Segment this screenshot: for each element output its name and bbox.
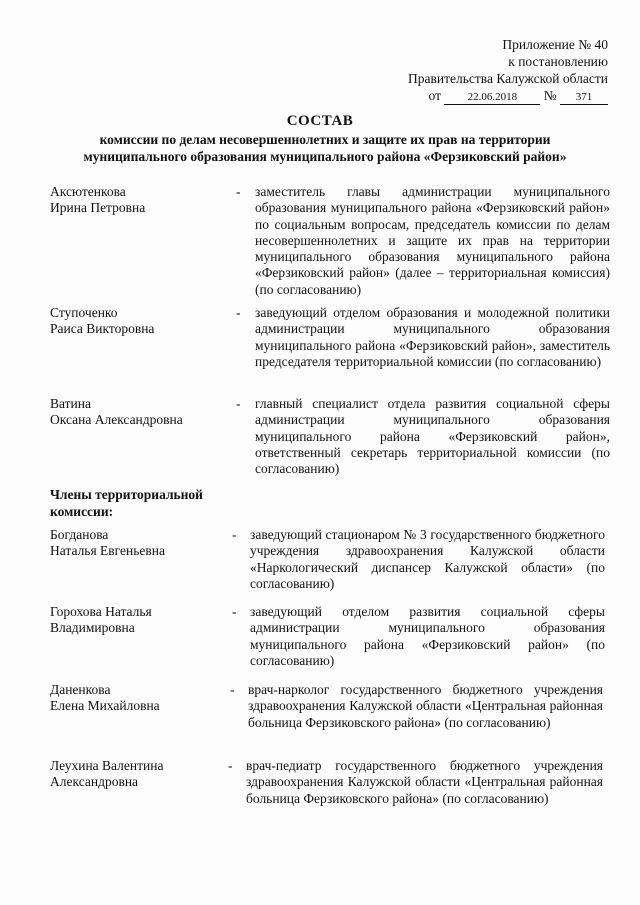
member-role: главный специалист отдела развития социальной сферы администрации муниципального образования муниципального района «Ферзиковский район», ответственный секретарь территориальной комиссии (по согласованию) <box>255 396 610 477</box>
member-name-line1: Аксютенкова <box>50 184 126 199</box>
number-label: № <box>543 88 557 103</box>
member-name-line2: Елена Михайловна <box>50 698 160 713</box>
resolution-date: 22.06.2018 <box>444 91 540 105</box>
member-name <box>50 682 225 714</box>
member-name <box>50 758 225 790</box>
member-role: заместитель главы администрации муниципального образования муниципального района «Ферзиковский район» по социальным вопросам, председатель комиссии по делам несовершеннолетних и защите их прав на территории муниципального образования муниципального района «Ферзиковский район» (далее – территориальная комиссия) (по согласованию) <box>255 184 610 297</box>
member-name <box>50 305 225 337</box>
member-name <box>50 184 225 216</box>
member-role: заведующий стационаром № 3 государственного бюджетного учреждения здравоохранения Калужской области «Наркологический диспансер Калужской области» (по согласованию) <box>250 527 605 591</box>
resolution-number: 371 <box>560 91 608 105</box>
member-name-line2: Наталья Евгеньевна <box>50 543 165 558</box>
member-role: врач-нарколог государственного бюджетного учреждения здравоохранения Калужской области «Центральная районная больница Ферзиковского района» (по согласованию) <box>248 682 603 730</box>
entry-dash: - <box>236 396 241 411</box>
member-role: врач-педиатр государственного бюджетного учреждения здравоохранения Калужской области «Центральная районная больница Ферзиковского района» (по согласованию) <box>246 758 603 806</box>
appendix-government-label: Правительства Калужской области <box>407 71 608 86</box>
member-name-line1: Леухина Валентина <box>50 758 164 773</box>
member-name <box>50 396 225 428</box>
document-subtitle: комиссии по делам несовершеннолетних и защите их прав на территории муниципального образования муниципального района «Ферзиковский район» <box>83 132 567 164</box>
appendix-number: Приложение № 40 <box>502 37 608 52</box>
member-role: заведующий отделом развития социальной сферы администрации муниципального образования муниципального района «Ферзиковский район» (по согласованию) <box>250 604 605 668</box>
member-name <box>50 604 225 636</box>
member-name-line1: Богданова <box>50 527 109 542</box>
entry-dash: - <box>230 682 235 697</box>
member-name-line1: Горохова Наталья <box>50 604 152 619</box>
entry-dash: - <box>232 527 237 542</box>
member-name <box>50 527 225 559</box>
entry-dash: - <box>236 305 241 320</box>
member-role: заведующий отделом образования и молодежной политики администрации муниципального образования муниципального района «Ферзиковский район», заместитель председателя территориальной комиссии (по согласованию) <box>255 305 610 369</box>
members-heading: Члены территориальной комиссии: <box>50 487 203 519</box>
member-name-line1: Ступоченко <box>50 305 118 320</box>
member-name-line2: Оксана Александровна <box>50 412 183 427</box>
from-label: от <box>428 88 441 103</box>
entry-dash: - <box>232 604 237 619</box>
member-name-line2: Раиса Викторовна <box>50 321 155 336</box>
member-name-line1: Даненкова <box>50 682 111 697</box>
entry-dash: - <box>228 758 233 773</box>
member-name-line2: Владимировна <box>50 620 135 635</box>
document-title: СОСТАВ <box>286 113 354 129</box>
member-name-line1: Ватина <box>50 396 91 411</box>
member-name-line2: Александровна <box>50 774 139 789</box>
member-name-line2: Ирина Петровна <box>50 200 146 215</box>
entry-dash: - <box>236 184 241 199</box>
appendix-resolution-label: к постановлению <box>508 54 608 69</box>
